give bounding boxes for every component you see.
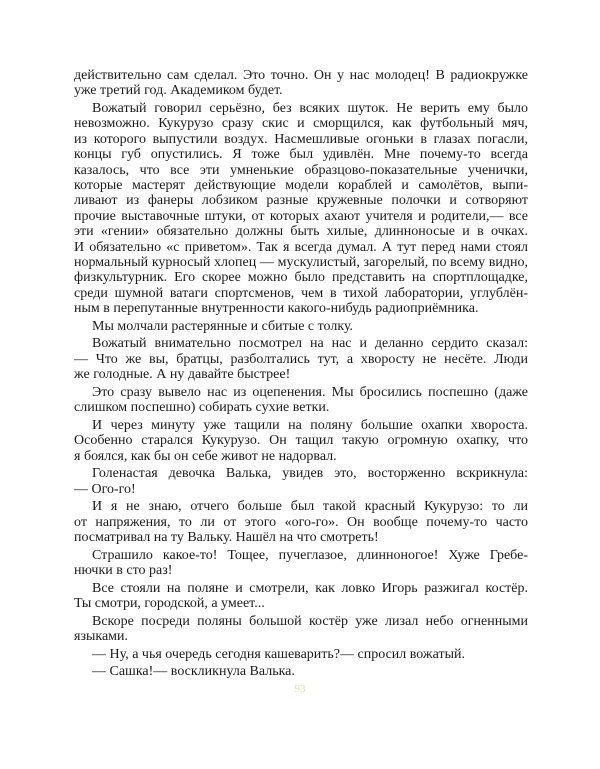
text-line: физкультурник. Его скорее можно было представить на спортплощадке, (74, 270, 528, 286)
text-line: ливают из фанеры лобзиком разные кружевные полочки и сотворяют (74, 193, 528, 209)
paragraph (74, 664, 528, 679)
text-line: — Ну, а чья очередь сегодня кашеварить?— спросил вожатый. (92, 646, 465, 662)
paragraph (74, 548, 528, 579)
paragraph (74, 581, 528, 612)
text-line: Ты смотри, городской, а умеет... (74, 596, 265, 612)
text-line: И обязательно «с приветом». Так я всегда думал. А тут перед нами стоял (74, 239, 528, 255)
text-line: Вожатый говорил серьёзно, без всяких шуток. Не верить ему было (92, 101, 528, 116)
text-line: — Сашка!— воскликнула Валька. (92, 664, 295, 680)
text-line: Это сразу вывело нас из оцепенения. Мы бросились поспешно (даже (92, 384, 528, 400)
text-line: И я не знаю, отчего больше был такой красный Кукурузо: то ли (92, 499, 528, 515)
text-line: языками. (74, 629, 129, 645)
text-line: концы губ опустились. Я тоже был удивлён. Мне почему-то всегда (74, 147, 528, 163)
text-line: Голенастая девочка Валька, увидев это, восторженно вскрикнула: (92, 466, 528, 482)
text-line: невозможно. Кукурузо сразу скис и сморщился, как футбольный мяч, (74, 116, 528, 132)
text-line: Вскоре посреди поляны большой костёр уже лизал небо огненными (92, 613, 528, 629)
text-line: И через минуту уже тащили на поляну большие охапки хвороста. (92, 417, 528, 433)
paragraph (74, 466, 528, 497)
text-line: ным в перепутанные внутренности какого-нибудь радиоприёмника. (74, 301, 479, 317)
text-line: — Ого-го! (74, 481, 136, 497)
text-line: уже третий год. Академиком будет. (74, 83, 283, 99)
paragraph (74, 101, 528, 317)
page-number: 93 (294, 683, 306, 695)
text-line: Все стояли на поляне и смотрели, как ловко Игорь разжигал костёр. (92, 580, 528, 596)
text-line: — Что же вы, братцы, разболтались тут, а хворосту не несёте. Люди (74, 351, 528, 367)
text-line: же голодные. А ну давайте быстрее! (74, 367, 291, 383)
paragraph (74, 319, 528, 334)
paragraph (74, 385, 528, 416)
text-line: прочие выставочные штуки, от которых ахают учителя и родители,— все (74, 208, 528, 224)
paragraph (74, 614, 528, 645)
paragraph (74, 418, 528, 464)
text-line: которые мастерят действующие модели кораблей и самолётов, выпи- (74, 178, 528, 194)
paragraph (74, 499, 528, 545)
text-line: нормальный курносый хлопец — мускулистый, загорелый, по всему видно, (74, 255, 528, 271)
text-line: эти «гении» обязательно должны быть хилые, длинноносые и в очках. (74, 224, 528, 240)
text-line: от напряжения, то ли от этого «ого-го». Он вообще почему-то часто (74, 514, 528, 530)
text-line: Страшило какое-то! Тощее, пучеглазое, длинноногое! Хуже Гребе- (92, 547, 528, 563)
text-line: нючки в сто раз! (74, 563, 173, 579)
paragraph (74, 68, 528, 99)
text-line: действительно сам сделал. Это точно. Он у нас молодец! В радиокружке (74, 68, 528, 83)
paragraph (74, 647, 528, 662)
text-line: я боялся, как бы он себе живот не надорвал. (74, 448, 337, 464)
text-line: Мы молчали растерянные и сбитые с толку. (92, 318, 354, 334)
page-body (74, 68, 528, 682)
text-line: из которого выпустили воздух. Насмешливые огоньки в глазах погасли, (74, 131, 528, 147)
text-line: среди шумной ватаги спортсменов, чем в тихой лаборатории, углублён- (74, 285, 528, 301)
text-line: казалось, что все эти умненькие образцово-показательные ученички, (74, 162, 528, 178)
paragraph (74, 336, 528, 382)
text-line: Особенно старался Кукурузо. Он тащил такую огромную охапку, что (74, 433, 528, 449)
text-line: слишком поспешно) собирать сухие ветки. (74, 400, 330, 416)
text-line: посматривал на ту Вальку. Нашёл на что смотреть! (74, 530, 379, 546)
text-line: Вожатый внимательно посмотрел на нас и деланно сердито сказал: (92, 336, 528, 352)
